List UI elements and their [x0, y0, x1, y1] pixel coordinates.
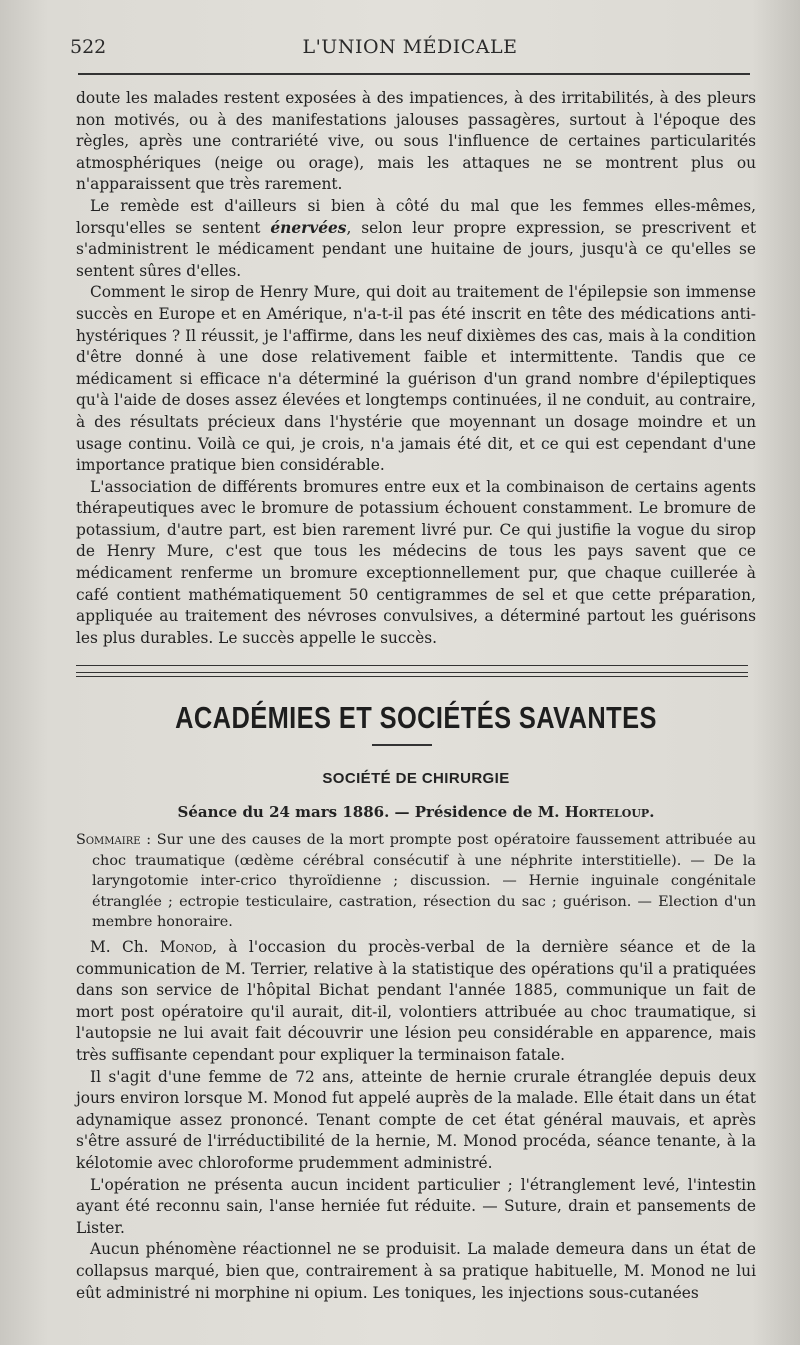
- sommaire-text: : Sur une des causes de la mort prompte post opératoire faussement attribuée au choc traumatique (œdème cérébral consécutif à une néphrite interstitielle). — De la laryngotomie inter-crico thyroïdienne ; discussion. — Hernie inguinale congénitale étranglée ; ectropie testiculaire, castration, résection du sac ; guérison. — Election d'un membre honoraire.: [92, 832, 756, 931]
- paragraph-2: Le remède est d'ailleurs si bien à côté du mal que les femmes elles-mêmes, lorsqu'elles se sentent énervées, selon leur propre expression, se prescrivent et s'administrent le médicament pendant une huitaine de jours, jusqu'à ce qu'elles se sentent sûres d'elles.: [76, 196, 757, 280]
- page-number: 522: [70, 36, 107, 58]
- report-paragraph-3: L'opération ne présenta aucun incident particulier ; l'étranglement levé, l'intestin ayant été reconnu sain, l'anse herniée fut réduite. — Suture, drain et pansements de Lister.: [76, 1175, 756, 1237]
- report-paragraph-2: Il s'agit d'une femme de 72 ans, atteinte de hernie crurale étranglée depuis deux jours environ lorsque M. Monod fut appelé auprès de la malade. Elle était dans un état adynamique assez prononcé. Tenant compte de cet état général mauvais, et après s'être assuré de l'irréductibilité de la hernie, M. Monod procéda, séance tenante, à la kélotomie avec chloroforme prudemment administré.: [76, 1067, 756, 1172]
- page-header: [70, 36, 750, 64]
- emphasis-enervees: énervées: [270, 218, 347, 237]
- header-rule: [78, 73, 750, 75]
- sommaire: [76, 830, 756, 933]
- paragraph-3: Comment le sirop de Henry Mure, qui doit au traitement de l'épilepsie son immense succès en Europe et en Amérique, n'a-t-il pas été inscrit en tête des médications anti-hystériques ? Il réussit, je l'affirme, dans les neuf dixièmes des cas, mais à la condition d'être donné à une dose relativement faible et intermittente. Tandis que ce médicament si efficace n'a déterminé la guérison d'un grand nombre d'épileptiques qu'à l'aide de doses assez élevées et longtemps continuées, il ne conduit, au contraire, à des résultats précieux dans l'hystérie que moyennant un dosage moindre et un usage continu. Voilà ce qui, je crois, n'a jamais été dit, et ce qui est cependant d'une importance pratique bien considérable.: [76, 283, 756, 475]
- report-paragraph-1: M. Ch. Monod, à l'occasion du procès-verbal de la dernière séance et de la communication de M. Terrier, relative à la statistique des opérations qu'il a pratiquées dans son service de l'hôpital Bichat pendant l'année 1885, communique un fait de mort post opératoire qu'il aurait, dit-il, volontiers attribuée au choc traumatique, si l'autopsie ne lui avait fait découvrir une lésion peu considérable en apparence, mais très suffisante cependant pour expliquer la terminaison fatale.: [76, 938, 756, 1064]
- section-title: ACADÉMIES ET SOCIÉTÉS SAVANTES: [175, 700, 657, 735]
- speaker-name: Monod: [159, 938, 213, 956]
- seance-line: Séance du 24 mars 1886. — Présidence de M. Horteloup.: [177, 803, 655, 821]
- section-divider-thin: [76, 676, 748, 679]
- president-name: Horteloup: [564, 803, 650, 821]
- sommaire-label: Sommaire: [76, 832, 141, 848]
- report-paragraph-4: Aucun phénomène réactionnel ne se produisit. La malade demeura dans un état de collapsus marqué, bien que, contrairement à sa pratique habituelle, M. Monod ne lui eût administré ni morphine ni opium. Les toniques, les injections sous-cutanées: [76, 1240, 756, 1302]
- article-continuation: [76, 88, 756, 649]
- paragraph-1: doute les malades restent exposées à des impatiences, à des irritabilités, à des pleurs non motivés, ou à des manifestations jalouses passagères, surtout à l'époque des règles, après une contrariété vive, ou sous l'influence de certaines particularités atmosphériques (neige ou orage), mais les attaques ne se montrent plus ou n'apparaissent que très rarement.: [76, 89, 756, 194]
- session-report: [76, 937, 756, 1304]
- journal-title: L'UNION MÉDICALE: [302, 36, 518, 58]
- paragraph-4: L'association de différents bromures entre eux et la combinaison de certains agents thérapeutiques avec le bromure de potassium échouent constamment. Le bromure de potassium, d'autre part, est bien rarement livré pur. Ce qui justifie la vogue du sirop de Henry Mure, c'est que tous les médecins de tous les pays savent que ce médicament renferme un bromure exceptionnellement pur, que chaque cuillerée à café contient mathématiquement 50 centigrammes de sel et que cette préparation, appliquée au traitement des névroses convulsives, a déterminé partout les guérisons les plus durables. Le succès appelle le succès.: [76, 477, 756, 647]
- section-divider-top: [76, 665, 748, 673]
- title-rule: [372, 744, 432, 746]
- society-title: SOCIÉTÉ DE CHIRURGIE: [322, 770, 510, 787]
